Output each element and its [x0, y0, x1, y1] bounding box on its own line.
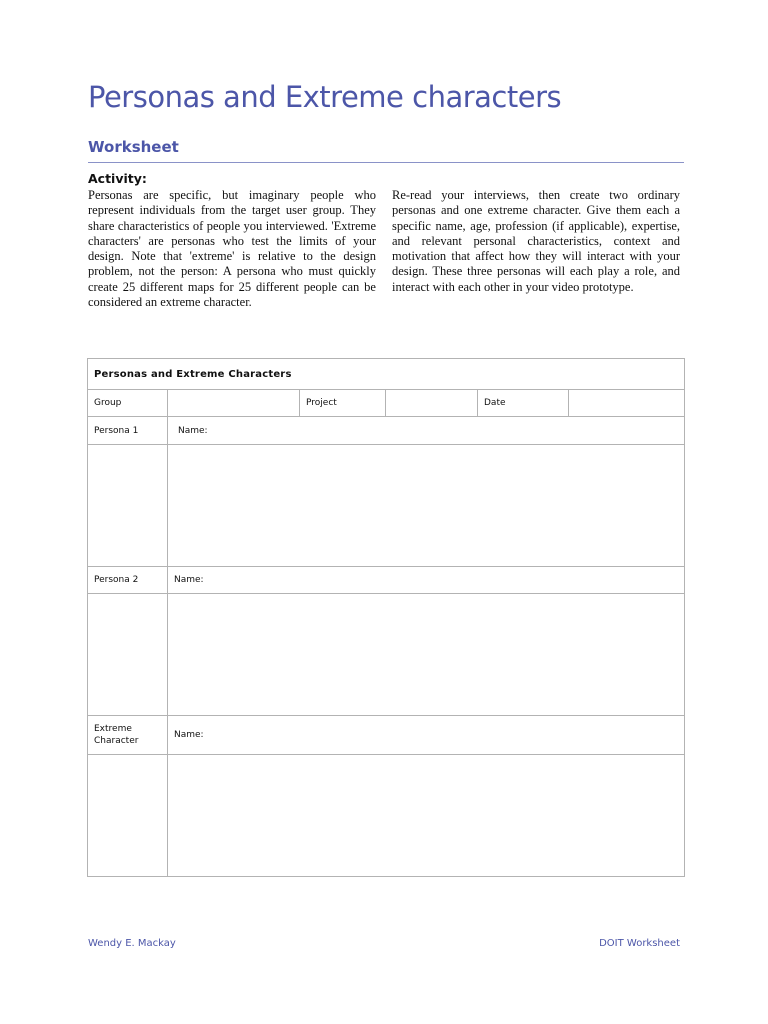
persona-2-row	[88, 567, 685, 594]
extreme-character-details-row	[88, 755, 685, 877]
persona-1-name-field[interactable]	[168, 417, 685, 445]
extreme-label-line2: Character	[94, 736, 139, 746]
project-field[interactable]	[386, 390, 478, 417]
project-label: Project	[300, 390, 386, 417]
extreme-character-details-field[interactable]	[168, 755, 685, 877]
table-caption: Personas and Extreme Characters	[88, 359, 685, 390]
page-subtitle: Worksheet	[88, 138, 179, 156]
footer-author: Wendy E. Mackay	[88, 938, 176, 949]
extreme-character-name-label: Name:	[174, 730, 204, 740]
persona-worksheet-table	[87, 358, 685, 877]
extreme-character-label	[88, 716, 168, 755]
group-field[interactable]	[168, 390, 300, 417]
persona-2-name-label: Name:	[174, 575, 204, 585]
date-label: Date	[478, 390, 569, 417]
extreme-character-side-cell	[88, 755, 168, 877]
table-header-row	[88, 390, 685, 417]
table-caption-row	[88, 359, 685, 390]
persona-1-details-row	[88, 445, 685, 567]
header-divider	[88, 162, 684, 163]
persona-1-details-field[interactable]	[168, 445, 685, 567]
persona-2-details-row	[88, 594, 685, 716]
extreme-character-name-field[interactable]	[168, 716, 685, 755]
persona-2-name-field[interactable]	[168, 567, 685, 594]
persona-1-side-cell	[88, 445, 168, 567]
persona-2-details-field[interactable]	[168, 594, 685, 716]
extreme-character-row	[88, 716, 685, 755]
persona-1-name-label: Name:	[178, 425, 208, 436]
activity-text-left: Personas are specific, but imaginary people who represent individuals from the target user group. They share characteristics of people you interviewed. 'Extreme characters' are personas who test the limits of your design. Note that 'extreme' is relative to the design problem, not the person: A persona who must quickly create 25 different maps for 25 different people can be considered an extreme character.	[88, 188, 376, 310]
activity-label: Activity:	[88, 171, 147, 186]
persona-2-side-cell	[88, 594, 168, 716]
group-label: Group	[88, 390, 168, 417]
extreme-label-line1: Extreme	[94, 724, 132, 734]
persona-1-row	[88, 417, 685, 445]
date-field[interactable]	[569, 390, 685, 417]
persona-2-label: Persona 2	[88, 567, 168, 594]
footer-doc-name: DOIT Worksheet	[599, 938, 680, 949]
activity-text-right: Re-read your interviews, then create two ordinary personas and one extreme character. Give them each a specific name, age, profession (if applicable), expertise, and relevant personal characteristics, context and motivation that affect how they will interact with your design. These three personas will each play a role, and interact with each other in your video prototype.	[392, 188, 680, 294]
page-title: Personas and Extreme characters	[88, 80, 562, 114]
persona-1-label: Persona 1	[88, 417, 168, 445]
